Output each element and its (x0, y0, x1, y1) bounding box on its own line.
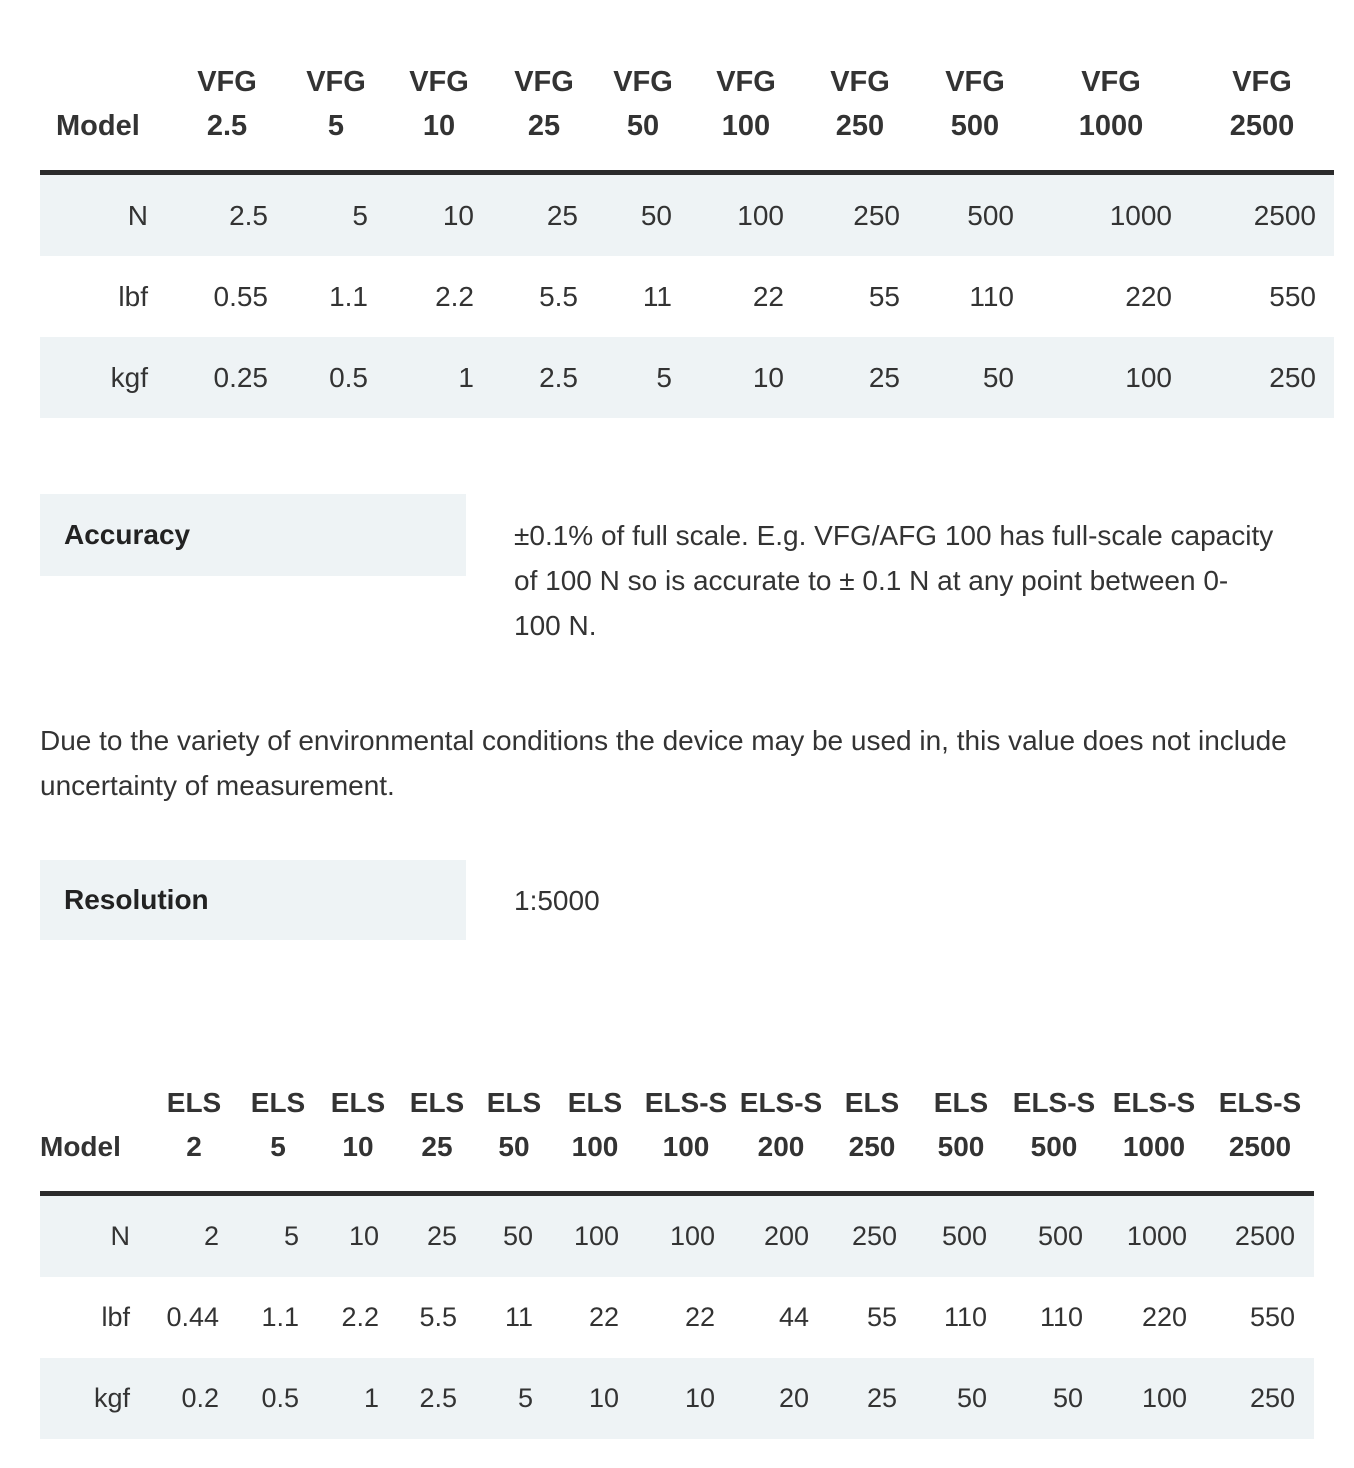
table-cell: 2.2 (435, 280, 474, 312)
table-cell: 500 (918, 173, 1032, 257)
table-cell: 50 (596, 173, 690, 257)
table-cell: 22 (752, 280, 784, 312)
table-row-newtons (40, 173, 1334, 257)
table-cell: 2500 (1206, 1194, 1314, 1278)
table-cell: 2.5 (168, 173, 286, 257)
table-cell: 250 (1190, 337, 1334, 418)
table-cell: 2500 (1190, 173, 1334, 257)
unit-cell: lbf (101, 1302, 130, 1332)
table-header-row (40, 40, 1334, 173)
table-cell: 1.1 (329, 280, 368, 312)
column-header: ELS-S 100 (638, 1061, 734, 1194)
table-cell: 5.5 (419, 1302, 457, 1332)
table-cell: 10 (638, 1358, 734, 1439)
unit-cell: lbf (118, 280, 148, 312)
table-cell: 22 (684, 1302, 715, 1332)
table-cell: 25 (828, 1358, 916, 1439)
column-header: ELS 10 (318, 1061, 398, 1194)
column-header: VFG 500 (918, 40, 1032, 173)
unit-cell: kgf (40, 1358, 150, 1439)
column-header: ELS-S 500 (1006, 1061, 1102, 1194)
table-cell: 50 (1006, 1358, 1102, 1439)
table-cell: 500 (1006, 1194, 1102, 1278)
column-header: ELS 100 (552, 1061, 638, 1194)
table-cell: 2 (150, 1194, 238, 1278)
resolution-value: 1:5000 (514, 885, 600, 916)
table-cell: 25 (802, 337, 918, 418)
table-cell: 25 (398, 1194, 476, 1278)
model-header: Model (40, 40, 168, 173)
table-cell: 5.5 (539, 280, 578, 312)
table-cell: 100 (1102, 1358, 1206, 1439)
column-header: ELS 500 (916, 1061, 1006, 1194)
table-cell: 10 (318, 1194, 398, 1278)
column-header: ELS 250 (828, 1061, 916, 1194)
column-header: VFG 2.5 (168, 40, 286, 173)
table-cell: 100 (1032, 337, 1190, 418)
table-cell: 550 (1249, 1302, 1295, 1332)
table-cell: 1 (386, 337, 492, 418)
table-cell: 50 (918, 337, 1032, 418)
table-row-lbf (40, 1277, 1314, 1358)
column-header: ELS 50 (476, 1061, 552, 1194)
column-header: VFG 100 (690, 40, 802, 173)
vfg-spec-table (40, 40, 1334, 418)
resolution-label: Resolution (40, 860, 466, 940)
table-cell: 0.44 (166, 1302, 219, 1332)
table-cell: 55 (868, 280, 900, 312)
table-row-kgf (40, 337, 1334, 418)
table-cell: 22 (588, 1302, 619, 1332)
table-cell: 200 (734, 1194, 828, 1278)
column-header: ELS-S 200 (734, 1061, 828, 1194)
table-cell: 2.5 (398, 1358, 476, 1439)
table-cell: 10 (552, 1358, 638, 1439)
column-header: VFG 5 (286, 40, 386, 173)
table-cell: 0.55 (213, 280, 268, 312)
table-cell: 250 (1206, 1358, 1314, 1439)
accuracy-label: Accuracy (40, 494, 466, 576)
table-cell: 110 (1039, 1302, 1083, 1332)
table-row-kgf (40, 1358, 1314, 1439)
table-cell: 220 (1141, 1302, 1187, 1332)
table-cell: 0.2 (150, 1358, 238, 1439)
model-header: Model (40, 1061, 150, 1194)
table-cell: 44 (778, 1302, 809, 1332)
table-cell: 1000 (1102, 1194, 1206, 1278)
measurement-note: Due to the variety of environmental conditions the device may be used in, this value does not include uncertainty of measurement. (40, 725, 1287, 801)
column-header: VFG 2500 (1190, 40, 1334, 173)
accuracy-value: ±0.1% of full scale. E.g. VFG/AFG 100 has full-scale capacity of 100 N so is accurate to ± 0.1 N at any point between 0- 100 N. (514, 520, 1274, 641)
column-header: VFG 50 (596, 40, 690, 173)
table-cell: 110 (969, 280, 1014, 312)
table-cell: 550 (1269, 280, 1316, 312)
table-cell: 5 (476, 1358, 552, 1439)
table-cell: 100 (552, 1194, 638, 1278)
unit-cell: N (40, 173, 168, 257)
table-cell: 220 (1125, 280, 1172, 312)
table-cell: 50 (476, 1194, 552, 1278)
table-cell: 11 (504, 1302, 533, 1332)
table-cell: 500 (916, 1194, 1006, 1278)
els-spec-table (40, 1061, 1314, 1439)
table-cell: 25 (492, 173, 596, 257)
column-header: VFG 25 (492, 40, 596, 173)
table-cell: 250 (802, 173, 918, 257)
table-cell: 5 (596, 337, 690, 418)
column-header: VFG 250 (802, 40, 918, 173)
unit-cell: N (40, 1194, 150, 1278)
table-cell: 1.1 (261, 1302, 299, 1332)
table-cell: 100 (638, 1194, 734, 1278)
table-cell: 0.25 (168, 337, 286, 418)
table-cell: 0.5 (238, 1358, 318, 1439)
table-cell: 1000 (1032, 173, 1190, 257)
table-row-lbf (40, 256, 1334, 337)
column-header: ELS 5 (238, 1061, 318, 1194)
table-cell: 250 (828, 1194, 916, 1278)
table-cell: 20 (734, 1358, 828, 1439)
table-cell: 2.2 (341, 1302, 379, 1332)
table-cell: 2.5 (492, 337, 596, 418)
table-cell: 100 (690, 173, 802, 257)
table-cell: 50 (916, 1358, 1006, 1439)
table-header-row (40, 1061, 1314, 1194)
table-row-newtons (40, 1194, 1314, 1278)
table-cell: 1 (318, 1358, 398, 1439)
table-cell: 5 (238, 1194, 318, 1278)
table-cell: 10 (690, 337, 802, 418)
table-cell: 5 (286, 173, 386, 257)
column-header: VFG 1000 (1032, 40, 1190, 173)
column-header: ELS 25 (398, 1061, 476, 1194)
table-cell: 110 (943, 1302, 987, 1332)
unit-cell: kgf (40, 337, 168, 418)
table-cell: 0.5 (286, 337, 386, 418)
column-header: ELS-S 2500 (1206, 1061, 1314, 1194)
table-cell: 55 (866, 1302, 897, 1332)
table-cell: 11 (642, 280, 672, 312)
column-header: ELS 2 (150, 1061, 238, 1194)
table-cell: 10 (386, 173, 492, 257)
column-header: VFG 10 (386, 40, 492, 173)
column-header: ELS-S 1000 (1102, 1061, 1206, 1194)
